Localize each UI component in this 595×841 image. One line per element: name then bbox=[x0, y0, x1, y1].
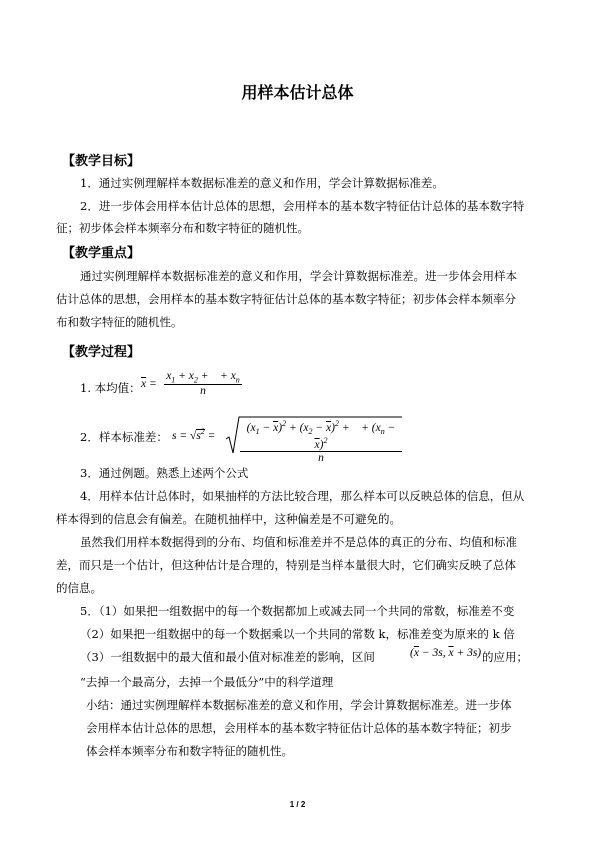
objectives-heading: 【教学目标】 bbox=[62, 154, 141, 169]
remove-extremes-note: “去掉一个最高分，去掉一个最低分”中的科学道理 bbox=[80, 675, 334, 689]
stddev-label: 2．样本标准差： bbox=[80, 430, 168, 444]
stddev-lhs: $s = √s^2$ = bbox=[172, 427, 216, 442]
interval-expression: ($\overline{x} - 3s$, $\overline{x} + 3s$) bbox=[410, 647, 482, 659]
key-points-heading: 【教学重点】 bbox=[62, 246, 141, 261]
key-points-line-2: 估计总体的思想，会用样本的基本数字特征估计总体的基本数字特征；初步体会样本频率分 bbox=[56, 292, 516, 306]
property-1: 5．（1）如果把一组数据中的每一个数据都加上或减去同一个共同的常数，标准差不变 bbox=[80, 604, 515, 618]
mean-fraction: $x_1 + x_2$ + + $x_n$ n bbox=[164, 370, 242, 397]
process-line-5-end: 的信息。 bbox=[56, 581, 102, 595]
property-2: （2）如果把一组数据中的每一个数据乘以一个共同的常数 k，标准差变为原来的 k 倍 bbox=[80, 627, 515, 641]
summary-line-2: 会用样本估计总体的思想，会用样本的基本数字特征估计总体的基本数字特征；初步 bbox=[86, 721, 512, 735]
page-title: 用样本估计总体 bbox=[241, 83, 354, 102]
property-3-end: 的应用； bbox=[482, 650, 528, 664]
process-line-5-cont: 差，而只是一个估计，但这种估计是合理的，特别是当样本量很大时，它们确实反映了总体 bbox=[56, 558, 516, 572]
property-3: （3）一组数据中的最大值和最小值对标准差的影响，区间 bbox=[80, 650, 375, 664]
process-line-4-cont: 样本得到的信息会有偏差。在随机抽样中，这种偏差是不可避免的。 bbox=[56, 512, 401, 526]
summary-line-1: 小结：通过实例理解样本数据标准差的意义和作用，学会计算数据标准差。进一步体 bbox=[86, 698, 512, 712]
key-points-line-3: 布和数字特征的随机性。 bbox=[56, 315, 183, 329]
process-heading: 【教学过程】 bbox=[62, 345, 141, 360]
stddev-fraction: $(x_1 - \overline{x})^2 + (x_2 - \overline{x})^2$ + + $(x_n - \overline{x})^2$ n bbox=[240, 419, 402, 464]
process-line-3: 3．通过例题。熟悉上述两个公式 bbox=[80, 466, 249, 480]
objective-item-2: 2．进一步体会用样本估计总体的思想，会用样本的基本数字特征估计总体的基本数字特 bbox=[80, 199, 525, 213]
key-points-line-1: 通过实例理解样本数据标准差的意义和作用，学会计算数据标准差。进一步体会用样本 bbox=[80, 269, 517, 283]
mean-label: 1. 本均值： bbox=[80, 381, 141, 395]
objective-item-1: 1．通过实例理解样本数据标准差的意义和作用，学会计算数据标准差。 bbox=[80, 176, 444, 190]
summary-line-3: 体会样本频率分布和数字特征的随机性。 bbox=[86, 744, 293, 758]
process-line-5: 虽然我们用样本数据得到的分布、均值和标准差并不是总体的真正的分布、均值和标准 bbox=[80, 535, 517, 549]
process-line-4: 4．用样本估计总体时，如果抽样的方法比较合理，那么样本可以反映总体的信息，但从 bbox=[80, 489, 525, 503]
objective-item-2-cont: 征；初步体会样本频率分布和数字特征的随机性。 bbox=[56, 221, 309, 235]
page-number: 1 / 2 bbox=[289, 800, 306, 809]
mean-symbol: $\overline{x}$ = bbox=[141, 378, 157, 390]
